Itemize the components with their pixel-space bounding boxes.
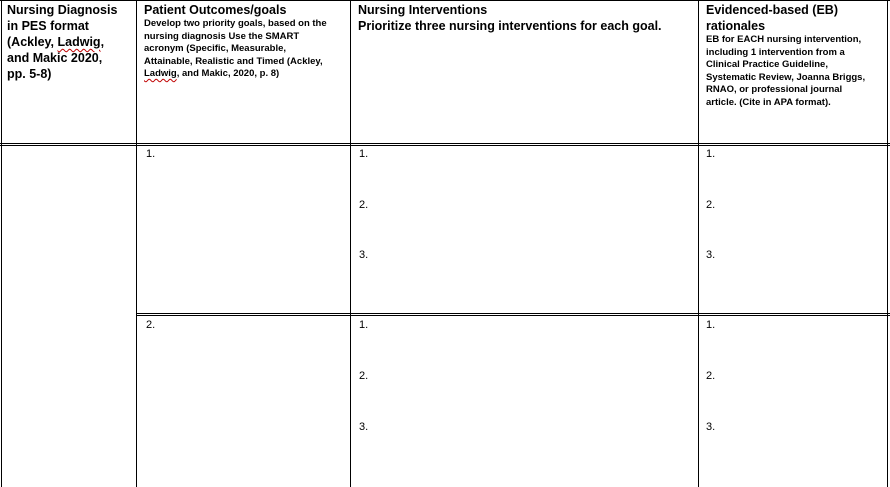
intervention-number: 2. xyxy=(359,370,369,382)
header-rationales-sub3: Clinical Practice Guideline, xyxy=(706,59,828,70)
col-border-2 xyxy=(350,0,351,487)
header-outcomes xyxy=(144,2,349,81)
header-outcomes-sub5b: , and Makic, 2020, p. 8) xyxy=(176,68,280,79)
spellcheck-word: Ladwig xyxy=(57,35,101,49)
rationale-number: 3. xyxy=(706,249,716,261)
intervention-number: 3. xyxy=(359,421,369,433)
header-rationales-sub2: including 1 intervention from a xyxy=(706,46,845,58)
header-interventions xyxy=(358,2,696,34)
rationale-number: 2. xyxy=(706,199,716,211)
header-interventions-sub: Prioritize three nursing interventions for each goal. xyxy=(358,19,662,33)
intervention-number: 1. xyxy=(359,148,369,160)
header-outcomes-sub4: Attainable, Realistic and Timed (Ackley, xyxy=(144,55,323,67)
goal-number: 1. xyxy=(146,148,156,160)
header-diagnosis-line3 xyxy=(7,34,135,50)
header-diagnosis-line1: Nursing Diagnosis xyxy=(7,3,118,17)
intervention-number: 1. xyxy=(359,319,369,331)
table-border-top xyxy=(0,0,890,1)
header-divider xyxy=(0,143,890,144)
header-outcomes-sub1: Develop two priority goals, based on the xyxy=(144,18,327,29)
header-rationales-title1: Evidenced-based (EB) xyxy=(706,3,838,17)
header-diagnosis-line3a: (Ackley, xyxy=(7,35,58,49)
header-divider-double xyxy=(0,145,890,146)
header-rationales-sub6: article. (Cite in APA format). xyxy=(706,96,831,108)
rationale-number: 2. xyxy=(706,370,716,382)
header-interventions-title: Nursing Interventions xyxy=(358,3,488,17)
col-border-0 xyxy=(1,0,2,487)
goal-number: 2. xyxy=(146,319,156,331)
header-outcomes-title: Patient Outcomes/goals xyxy=(144,3,287,17)
intervention-number: 3. xyxy=(359,249,369,261)
col-border-3 xyxy=(698,0,699,487)
goal-divider-double xyxy=(136,315,890,316)
header-rationales xyxy=(706,2,886,109)
header-diagnosis xyxy=(7,2,135,82)
header-diagnosis-line2: in PES format xyxy=(7,19,89,33)
header-rationales-sub4: Systematic Review, Joanna Briggs, xyxy=(706,71,866,83)
header-rationales-sub1: EB for EACH nursing intervention, xyxy=(706,34,862,45)
header-diagnosis-line4: and Makic 2020, xyxy=(7,51,103,65)
intervention-number: 2. xyxy=(359,199,369,211)
rationale-number: 1. xyxy=(706,319,716,331)
header-rationales-sub5: RNAO, or professional journal xyxy=(706,84,843,95)
col-border-1 xyxy=(136,0,137,487)
header-outcomes-sub3: acronym (Specific, Measurable, xyxy=(144,43,287,54)
spellcheck-word: Ladwig xyxy=(144,68,177,79)
col-border-4 xyxy=(887,0,888,487)
goal-divider xyxy=(136,313,890,314)
rationale-number: 3. xyxy=(706,421,716,433)
header-outcomes-sub2: nursing diagnosis Use the SMART xyxy=(144,30,300,42)
header-diagnosis-line5: pp. 5-8) xyxy=(7,67,52,81)
header-diagnosis-line3c: , xyxy=(100,35,105,49)
header-outcomes-sub5 xyxy=(144,68,349,81)
header-rationales-title2: rationales xyxy=(706,19,766,33)
rationale-number: 1. xyxy=(706,148,716,160)
